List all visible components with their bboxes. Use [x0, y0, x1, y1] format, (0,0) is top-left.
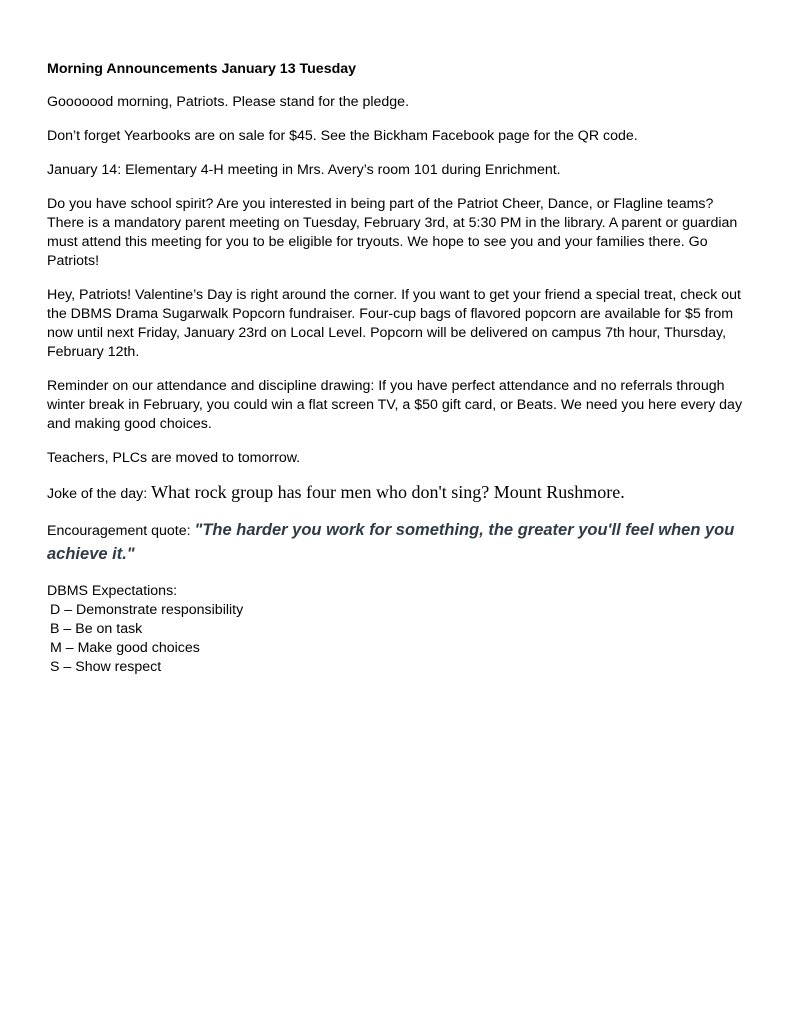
expectation-item: M – Make good choices: [50, 640, 200, 656]
quote-label: Encouragement quote:: [47, 523, 195, 539]
expectations-section: [47, 582, 747, 677]
paragraph-yearbooks: Don’t forget Yearbooks are on sale for $45. See the Bickham Facebook page for the QR code.: [47, 128, 638, 144]
paragraph-spirit-teams: Do you have school spirit? Are you interested in being part of the Patriot Cheer, Dance, or Flagline teams? There is a mandatory parent meeting on Tuesday, February 3rd, at 5:30 PM in the library. A parent or guardian must attend this meeting for you to be eligible for tryouts. We hope to see you and your families there. Go Patriots!: [47, 196, 738, 269]
quote-text: "The harder you work for something, the greater you'll feel when you achieve it.": [47, 521, 735, 563]
paragraph-teachers-plc: Teachers, PLCs are moved to tomorrow.: [47, 450, 301, 466]
document-title: Morning Announcements January 13 Tuesday: [47, 61, 357, 77]
paragraph-popcorn-fundraiser: Hey, Patriots! Valentine’s Day is right around the corner. If you want to get your friend a special treat, check out the DBMS Drama Sugarwalk Popcorn fundraiser. Four-cup bags of flavored popcorn are available for $5 from now until next Friday, January 23rd on Local Level. Popcorn will be delivered on campus 7th hour, Thursday, February 12th.: [47, 287, 741, 360]
paragraph-attendance-drawing: Reminder on our attendance and discipline drawing: If you have perfect attendance and no referrals through winter break in February, you could win a flat screen TV, a $50 gift card, or Beats. We need you here every day and making good choices.: [47, 378, 743, 432]
expectations-list: [47, 601, 747, 677]
expectation-item: D – Demonstrate responsibility: [50, 602, 244, 618]
expectation-item: B – Be on task: [50, 621, 143, 637]
announcement-document: [47, 60, 747, 677]
paragraph-4h-meeting: January 14: Elementary 4-H meeting in Mrs. Avery’s room 101 during Enrichment.: [47, 162, 561, 178]
joke-text: What rock group has four men who don't sing? Mount Rushmore.: [151, 482, 625, 502]
expectations-heading: DBMS Expectations:: [47, 583, 178, 599]
paragraph-greeting: Gooooood morning, Patriots. Please stand for the pledge.: [47, 94, 410, 110]
joke-label: Joke of the day:: [47, 486, 152, 502]
expectation-item: S – Show respect: [50, 659, 162, 675]
joke-of-the-day: [47, 483, 747, 504]
encouragement-quote: [47, 519, 747, 567]
